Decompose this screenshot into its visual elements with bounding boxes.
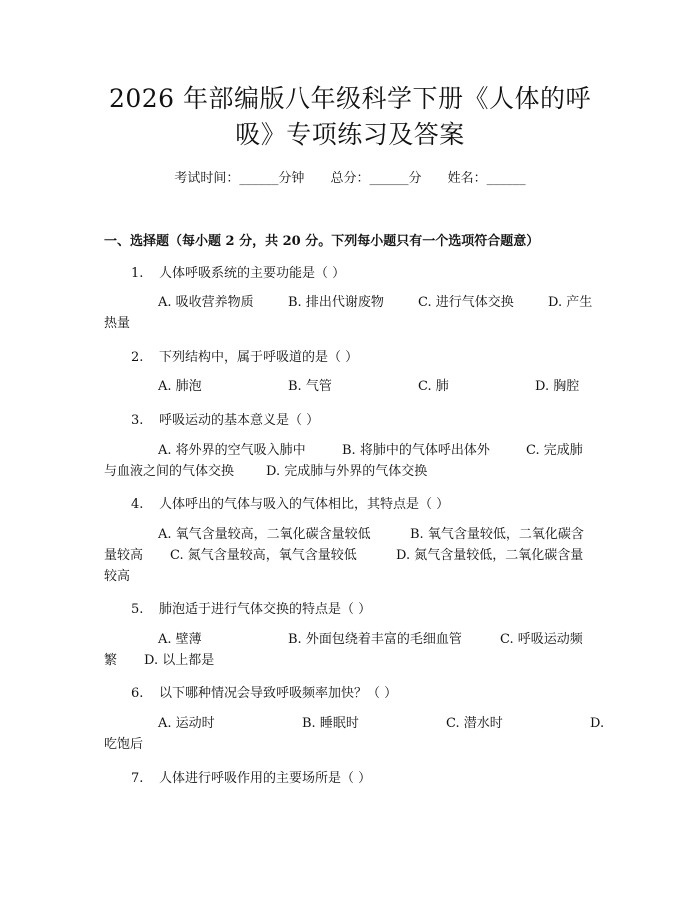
option-a: A. 吸收营养物质 <box>158 295 254 310</box>
question-text: 人体呼吸系统的主要功能是（ ） <box>159 266 346 281</box>
question-2-options <box>104 376 600 397</box>
option-a: A. 肺泡 <box>158 379 202 394</box>
option-d: D. 胸腔 <box>535 379 580 394</box>
question-number: 4. <box>131 497 144 512</box>
option-c: C. 肺 <box>418 379 449 394</box>
option-d: D. <box>590 716 605 731</box>
option-wrap: 较高 <box>104 569 131 584</box>
option-b: B. 氧气含量较低，二氧化碳含 <box>410 527 584 542</box>
question-4-options <box>104 524 600 587</box>
option-row <box>104 713 605 734</box>
option-a: A. 壁薄 <box>158 632 202 647</box>
question-7 <box>131 767 371 786</box>
option-row <box>104 292 600 313</box>
option-wrap: 与血液之间的气体交换 <box>104 464 235 479</box>
option-c: C. 完成肺 <box>526 443 583 458</box>
option-wrap: 繁 <box>104 653 118 668</box>
question-2 <box>131 346 358 365</box>
exam-time-field: 考试时间：______分钟 <box>174 171 305 186</box>
option-a: A. 氧气含量较高，二氧化碳含量较低 <box>158 527 371 542</box>
option-row <box>104 545 600 566</box>
exam-title-line-2: 吸》专项练习及答案 <box>235 120 465 149</box>
exam-name-field: 姓名：______ <box>447 171 526 186</box>
option-b: B. 排出代谢废物 <box>288 295 384 310</box>
option-row <box>104 650 600 671</box>
question-number: 7. <box>131 771 144 786</box>
question-text: 肺泡适于进行气体交换的特点是（ ） <box>159 602 372 617</box>
question-text: 人体进行呼吸作用的主要场所是（ ） <box>159 771 372 786</box>
option-b: B. 外面包绕着丰富的毛细血管 <box>288 632 462 647</box>
option-d: D. 产生 <box>548 295 593 310</box>
option-row <box>104 376 600 397</box>
option-wrap: 吃饱后 <box>104 737 144 752</box>
option-row <box>104 461 600 482</box>
option-d: D. 以上都是 <box>144 653 215 668</box>
option-c: C. 进行气体交换 <box>418 295 514 310</box>
question-6 <box>131 682 397 701</box>
option-b: B. 气管 <box>288 379 332 394</box>
option-row <box>104 313 600 334</box>
option-row <box>104 440 600 461</box>
question-number: 5. <box>131 602 144 617</box>
question-number: 2. <box>131 350 144 365</box>
exam-meta <box>0 167 700 186</box>
option-wrap: 热量 <box>104 316 131 331</box>
option-c: C. 呼吸运动频 <box>500 632 583 647</box>
section-title: 一、选择题（每小题 2 分，共 20 分。下列每小题只有一个选项符合题意） <box>104 234 540 249</box>
option-a: A. 运动时 <box>158 716 215 731</box>
question-number: 6. <box>131 686 144 701</box>
question-number: 1. <box>131 266 144 281</box>
option-wrap: 量较高 <box>104 548 144 563</box>
option-c: C. 氮气含量较高，氧气含量较低 <box>170 548 357 563</box>
option-b: B. 睡眠时 <box>302 716 359 731</box>
option-d: D. 完成肺与外界的气体交换 <box>266 464 428 479</box>
option-d: D. 氮气含量较低，二氧化碳含量 <box>396 548 584 563</box>
option-row <box>104 734 600 755</box>
exam-score-field: 总分：______分 <box>330 171 422 186</box>
question-1 <box>131 262 345 281</box>
exam-title-line-1: 2026 年部编版八年级科学下册《人体的呼 <box>108 84 592 113</box>
question-5-options <box>104 629 600 671</box>
option-a: A. 将外界的空气吸入肺中 <box>158 443 306 458</box>
option-row <box>104 629 600 650</box>
question-5 <box>131 598 371 617</box>
question-text: 以下哪种情况会导致呼吸频率加快？（ ） <box>159 686 398 701</box>
option-row <box>104 566 600 587</box>
question-6-options <box>104 713 605 755</box>
question-4 <box>131 493 449 512</box>
question-1-options <box>104 292 600 334</box>
question-3-options <box>104 440 600 482</box>
question-text: 下列结构中，属于呼吸道的是（ ） <box>159 350 359 365</box>
question-number: 3. <box>131 413 144 428</box>
question-text: 呼吸运动的基本意义是（ ） <box>159 413 320 428</box>
question-3 <box>131 409 319 428</box>
option-row <box>104 524 600 545</box>
question-text: 人体呼出的气体与吸入的气体相比，其特点是（ ） <box>159 497 450 512</box>
option-c: C. 潜水时 <box>446 716 503 731</box>
option-b: B. 将肺中的气体呼出体外 <box>342 443 490 458</box>
